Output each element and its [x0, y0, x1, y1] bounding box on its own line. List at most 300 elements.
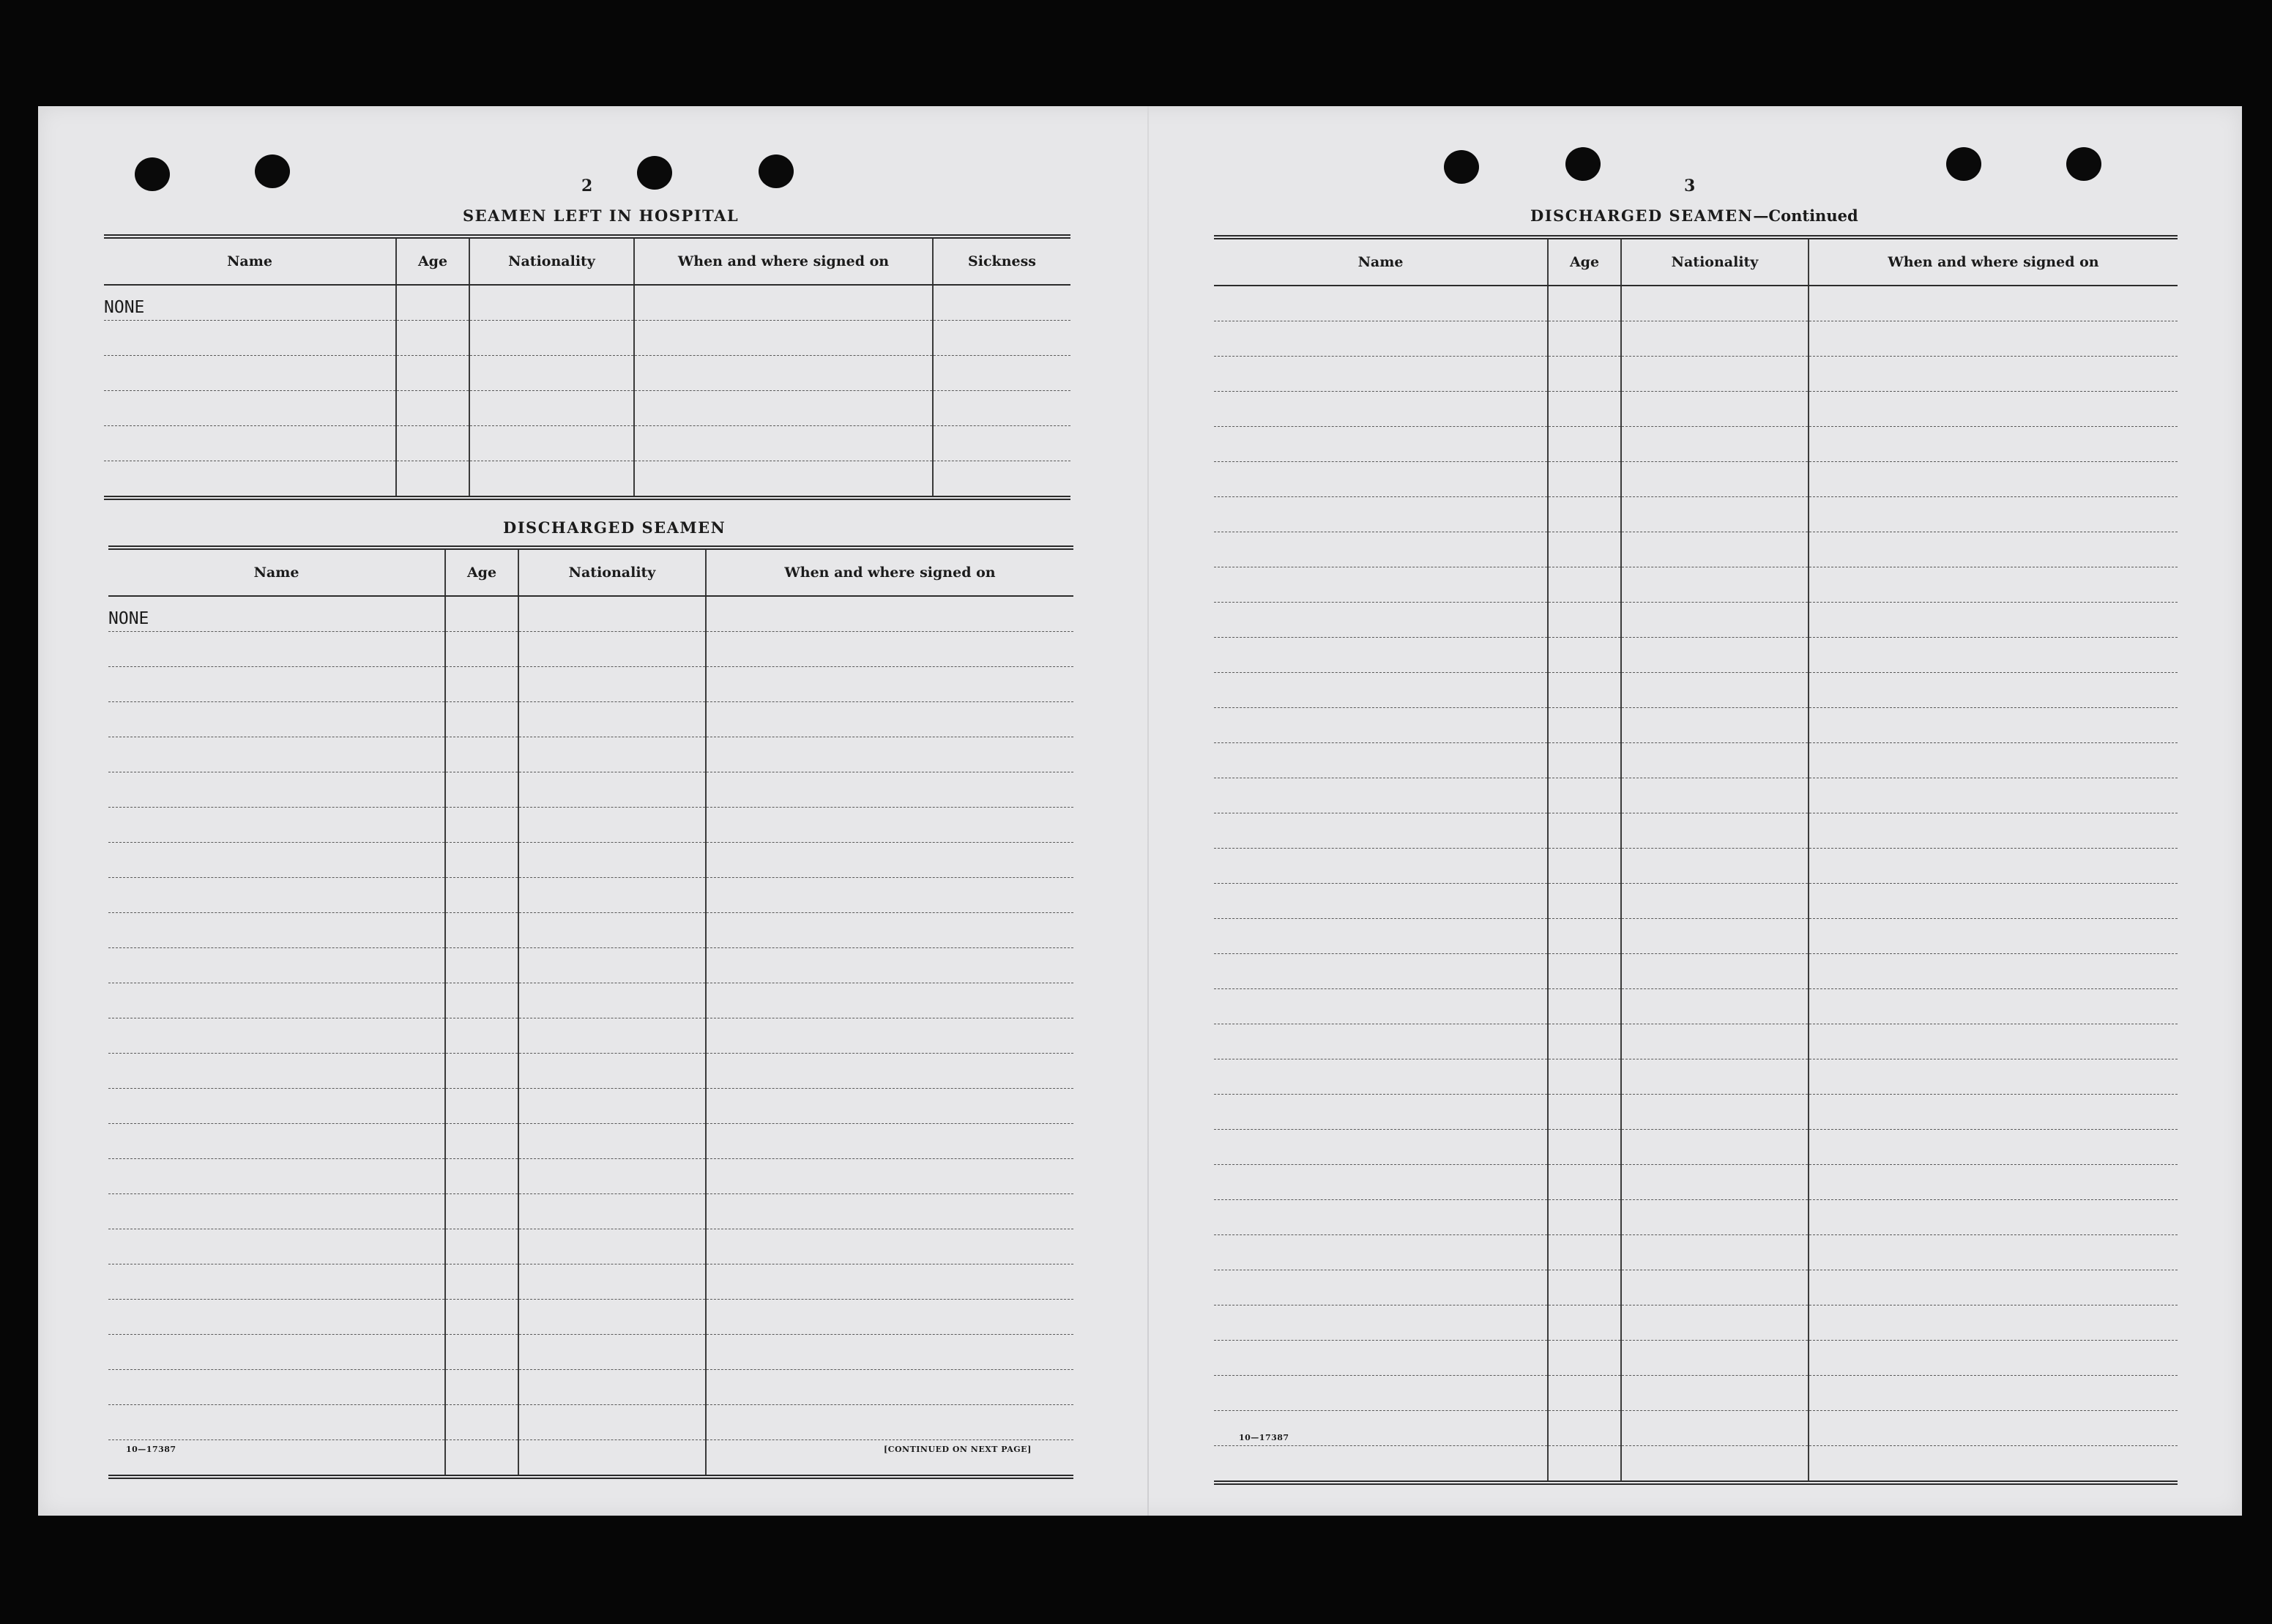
table-cell [1548, 1270, 1621, 1305]
binder-hole [1565, 147, 1601, 181]
discharged-continued-title [1530, 206, 1858, 225]
table-cell [1809, 813, 2178, 849]
table-row [1214, 1165, 2178, 1200]
table-cell [518, 596, 706, 632]
table-cell [445, 632, 518, 667]
table-cell [108, 808, 445, 843]
table-cell [518, 983, 706, 1018]
table-row [108, 1300, 1073, 1335]
table-row [1214, 638, 2178, 673]
table-cell [445, 1335, 518, 1370]
table-cell [518, 1229, 706, 1264]
table-cell [1214, 638, 1548, 673]
table-cell [445, 948, 518, 983]
table-cell [933, 391, 1070, 426]
table-cell [1214, 532, 1548, 567]
table-cell [1214, 321, 1548, 357]
column-header: Age [396, 236, 469, 285]
table-cell [1809, 603, 2178, 638]
table-cell [1809, 884, 2178, 919]
table-cell [396, 285, 469, 321]
table-cell [518, 1300, 706, 1335]
table-cell [518, 1124, 706, 1159]
table-cell [1621, 1376, 1809, 1411]
table-cell [469, 285, 634, 321]
table-cell [1621, 1341, 1809, 1376]
table-row [1214, 1235, 2178, 1270]
table-cell [1548, 743, 1621, 778]
table-cell [1548, 1376, 1621, 1411]
table-cell [1548, 1235, 1621, 1270]
table-cell [108, 1335, 445, 1370]
table-cell [634, 321, 933, 356]
binder-hole [759, 154, 794, 188]
table-cell [1548, 357, 1621, 392]
table-cell [1621, 1200, 1809, 1235]
table-cell [706, 1405, 1073, 1440]
table-cell [1809, 1270, 2178, 1305]
table-cell [445, 1089, 518, 1124]
table-cell [518, 737, 706, 772]
table-row [1214, 778, 2178, 813]
table-cell [1214, 1130, 1548, 1165]
table-cell [1621, 1059, 1809, 1095]
table-cell [1548, 919, 1621, 954]
table-cell [445, 1370, 518, 1405]
table-cell [1621, 1095, 1809, 1130]
table-cell [706, 1124, 1073, 1159]
table-cell [1548, 1024, 1621, 1059]
table-row [1214, 392, 2178, 427]
table-cell [1621, 919, 1809, 954]
table-cell [706, 1018, 1073, 1054]
table-cell [1214, 989, 1548, 1024]
table-cell: NONE [108, 596, 445, 632]
table-row [1214, 813, 2178, 849]
table-cell [1621, 532, 1809, 567]
table-cell [1214, 1270, 1548, 1305]
table-cell [1548, 603, 1621, 638]
column-header: Age [445, 548, 518, 596]
table-cell [634, 461, 933, 499]
table-cell [445, 596, 518, 632]
table-cell [1809, 778, 2178, 813]
table-cell [1809, 357, 2178, 392]
discharged-continued-title-main: DISCHARGED SEAMEN [1530, 206, 1754, 225]
column-header: Nationality [469, 236, 634, 285]
discharged-table-right [1214, 235, 2178, 1485]
table-cell [396, 391, 469, 426]
table-cell [108, 1054, 445, 1089]
discharged-section-title: DISCHARGED SEAMEN [503, 518, 726, 537]
table-cell [469, 356, 634, 391]
table-cell [108, 1159, 445, 1194]
table-cell [445, 702, 518, 737]
table-cell [706, 1054, 1073, 1089]
table-row [104, 426, 1070, 461]
table-row [108, 667, 1073, 702]
form-number-left: 10—17387 [126, 1445, 176, 1454]
table-cell [108, 632, 445, 667]
table-row [1214, 567, 2178, 603]
table-row [1214, 497, 2178, 532]
table-row [1214, 1305, 2178, 1341]
table-cell [104, 321, 396, 356]
table-cell [1809, 286, 2178, 321]
column-header: Name [1214, 237, 1548, 286]
table-row [108, 772, 1073, 808]
table-cell [1621, 1411, 1809, 1446]
table-row [1214, 954, 2178, 989]
table-cell [1809, 427, 2178, 462]
table-cell [1214, 778, 1548, 813]
table-cell [445, 843, 518, 878]
column-header: Name [104, 236, 396, 285]
table-cell [469, 391, 634, 426]
table-cell [518, 1054, 706, 1089]
table-cell [706, 632, 1073, 667]
table-cell [445, 913, 518, 948]
table-cell [706, 667, 1073, 702]
table-cell [445, 878, 518, 913]
table-row [1214, 1341, 2178, 1376]
table-cell [396, 461, 469, 499]
table-cell [1548, 1446, 1621, 1483]
table-row [1214, 849, 2178, 884]
table-row [108, 702, 1073, 737]
table-cell [1214, 919, 1548, 954]
discharged-table-left [108, 545, 1073, 1479]
table-cell [1548, 638, 1621, 673]
table-row [1214, 462, 2178, 497]
table-cell [518, 1405, 706, 1440]
table-cell [1214, 427, 1548, 462]
table-cell [706, 1370, 1073, 1405]
binder-hole [2066, 147, 2101, 181]
table-cell [1809, 919, 2178, 954]
table-cell [445, 983, 518, 1018]
table-cell: NONE [104, 285, 396, 321]
table-cell [1621, 884, 1809, 919]
table-cell [634, 356, 933, 391]
table-cell [1214, 1024, 1548, 1059]
column-header: When and where signed on [634, 236, 933, 285]
table-cell [1214, 462, 1548, 497]
table-cell [1214, 813, 1548, 849]
table-cell [1548, 1341, 1621, 1376]
table-cell [445, 1440, 518, 1478]
table-cell [933, 285, 1070, 321]
table-cell [1214, 1446, 1548, 1483]
table-cell [469, 321, 634, 356]
table-cell [108, 1229, 445, 1264]
table-cell [445, 667, 518, 702]
table-cell [1214, 357, 1548, 392]
table-cell [518, 1194, 706, 1229]
table-cell [445, 1054, 518, 1089]
discharged-continued-suffix: —Continued [1753, 206, 1858, 225]
table-row [108, 948, 1073, 983]
table-cell [1809, 497, 2178, 532]
table-cell [1809, 743, 2178, 778]
table-cell [933, 461, 1070, 499]
table-cell [1548, 673, 1621, 708]
table-cell [706, 1335, 1073, 1370]
table-cell [518, 948, 706, 983]
table-cell [1809, 1235, 2178, 1270]
table-cell [1621, 708, 1809, 743]
table-row [1214, 708, 2178, 743]
table-cell [108, 737, 445, 772]
table-cell [1621, 989, 1809, 1024]
table-cell [104, 356, 396, 391]
table-row [108, 737, 1073, 772]
table-cell [396, 321, 469, 356]
table-cell [706, 772, 1073, 808]
table-cell [108, 1300, 445, 1335]
table-cell [445, 1405, 518, 1440]
table-cell [518, 878, 706, 913]
table-cell [706, 1089, 1073, 1124]
binder-hole [637, 156, 672, 190]
table-cell [1214, 603, 1548, 638]
table-cell [1809, 462, 2178, 497]
table-cell [108, 1264, 445, 1300]
table-cell [1809, 1130, 2178, 1165]
table-row [104, 321, 1070, 356]
table-cell [1809, 1165, 2178, 1200]
table-cell [1548, 813, 1621, 849]
table-cell [1621, 813, 1809, 849]
table-cell [1809, 392, 2178, 427]
table-row [1214, 532, 2178, 567]
table-cell [1621, 1305, 1809, 1341]
table-cell [518, 1089, 706, 1124]
table-cell [1809, 1095, 2178, 1130]
table-cell [469, 426, 634, 461]
table-cell [445, 1229, 518, 1264]
table-row [108, 632, 1073, 667]
table-row [1214, 1200, 2178, 1235]
table-cell [518, 843, 706, 878]
table-row [1214, 673, 2178, 708]
table-cell [634, 391, 933, 426]
table-cell [1809, 1024, 2178, 1059]
table-row [108, 913, 1073, 948]
document-sheet [38, 106, 2242, 1516]
table-row [108, 1229, 1073, 1264]
column-header: Nationality [518, 548, 706, 596]
table-cell [706, 1194, 1073, 1229]
table-cell [634, 285, 933, 321]
table-cell [1548, 989, 1621, 1024]
table-row [1214, 427, 2178, 462]
table-cell [518, 808, 706, 843]
table-row [108, 1264, 1073, 1300]
table-cell [108, 843, 445, 878]
table-cell [1809, 1059, 2178, 1095]
table-cell [706, 1229, 1073, 1264]
table-cell [1809, 708, 2178, 743]
hospital-section-title: SEAMEN LEFT IN HOSPITAL [463, 206, 740, 225]
continued-note: [CONTINUED ON NEXT PAGE] [884, 1445, 1032, 1454]
column-header: Name [108, 548, 445, 596]
table-cell [1548, 1059, 1621, 1095]
table-row [1214, 884, 2178, 919]
table-row [108, 1018, 1073, 1054]
table-cell [1548, 532, 1621, 567]
table-row [1214, 1095, 2178, 1130]
table-cell [1621, 603, 1809, 638]
table-cell [1548, 286, 1621, 321]
table-cell [1809, 1200, 2178, 1235]
table-row [108, 983, 1073, 1018]
table-cell [445, 1194, 518, 1229]
table-cell [1214, 1059, 1548, 1095]
table-cell [1621, 1270, 1809, 1305]
table-cell [1621, 286, 1809, 321]
table-cell [933, 356, 1070, 391]
table-cell [1621, 392, 1809, 427]
table-cell [1621, 427, 1809, 462]
table-cell [108, 983, 445, 1018]
table-row [1214, 989, 2178, 1024]
table-cell [1548, 567, 1621, 603]
table-cell [1621, 462, 1809, 497]
table-row [108, 1124, 1073, 1159]
table-row [108, 808, 1073, 843]
table-cell [1809, 1341, 2178, 1376]
table-cell [1548, 1200, 1621, 1235]
page-number-left: 2 [581, 176, 593, 195]
table-cell [1214, 392, 1548, 427]
table-cell [108, 948, 445, 983]
table-cell [518, 1159, 706, 1194]
table-cell [1214, 497, 1548, 532]
table-cell [1621, 743, 1809, 778]
column-header: When and where signed on [1809, 237, 2178, 286]
table-cell [706, 1264, 1073, 1300]
table-cell [1621, 673, 1809, 708]
table-row [1214, 1130, 2178, 1165]
table-cell [634, 426, 933, 461]
table-row [1214, 743, 2178, 778]
table-cell [1548, 462, 1621, 497]
table-cell [108, 878, 445, 913]
table-cell [1214, 567, 1548, 603]
table-cell [1621, 638, 1809, 673]
page-fold [1147, 106, 1149, 1516]
table-row [1214, 1376, 2178, 1411]
table-cell [1548, 1165, 1621, 1200]
table-cell [1621, 1165, 1809, 1200]
table-cell [1621, 1235, 1809, 1270]
table-cell [706, 878, 1073, 913]
table-row [108, 1159, 1073, 1194]
table-cell [1214, 1165, 1548, 1200]
column-header: When and where signed on [706, 548, 1073, 596]
table-cell [396, 426, 469, 461]
table-cell [445, 1264, 518, 1300]
table-cell [933, 426, 1070, 461]
table-cell [1214, 1235, 1548, 1270]
table-cell [108, 1089, 445, 1124]
table-cell [445, 737, 518, 772]
table-row [1214, 1024, 2178, 1059]
table-row [108, 1054, 1073, 1089]
table-cell [1548, 954, 1621, 989]
table-cell [518, 1018, 706, 1054]
table-row [108, 1089, 1073, 1124]
table-cell [706, 983, 1073, 1018]
table-row [1214, 286, 2178, 321]
table-cell [108, 1018, 445, 1054]
table-cell [1809, 1411, 2178, 1446]
table-cell [1621, 1024, 1809, 1059]
table-cell [445, 1159, 518, 1194]
table-cell [518, 913, 706, 948]
table-cell [1214, 1305, 1548, 1341]
table-cell [518, 1440, 706, 1478]
table-cell [108, 1370, 445, 1405]
table-cell [1214, 1200, 1548, 1235]
table-cell [706, 948, 1073, 983]
table-cell [1548, 1095, 1621, 1130]
table-cell [1809, 1376, 2178, 1411]
table-cell [1548, 1305, 1621, 1341]
table-cell [706, 913, 1073, 948]
table-row [1214, 357, 2178, 392]
table-cell [1548, 1130, 1621, 1165]
table-cell [1214, 708, 1548, 743]
table-cell [1214, 884, 1548, 919]
table-cell [1809, 849, 2178, 884]
table-cell [1548, 392, 1621, 427]
table-cell [1214, 1376, 1548, 1411]
table-cell [1809, 989, 2178, 1024]
table-cell [108, 1124, 445, 1159]
table-row [1214, 603, 2178, 638]
table-cell [933, 321, 1070, 356]
table-cell [1809, 1446, 2178, 1483]
table-row [108, 1405, 1073, 1440]
column-header: Age [1548, 237, 1621, 286]
table-row [108, 1335, 1073, 1370]
table-cell [445, 772, 518, 808]
table-cell [518, 632, 706, 667]
table-cell [108, 913, 445, 948]
table-row [108, 843, 1073, 878]
table-cell [518, 1370, 706, 1405]
table-row [104, 461, 1070, 499]
table-cell [104, 391, 396, 426]
table-cell [1809, 567, 2178, 603]
table-row [108, 1370, 1073, 1405]
table-row [1214, 919, 2178, 954]
table-row [104, 356, 1070, 391]
table-cell [1809, 532, 2178, 567]
table-cell [1621, 778, 1809, 813]
binder-hole [1946, 147, 1981, 181]
table-cell [1548, 497, 1621, 532]
table-row [104, 285, 1070, 321]
table-cell [445, 1018, 518, 1054]
table-cell [1809, 638, 2178, 673]
table-cell [518, 1264, 706, 1300]
table-cell [706, 808, 1073, 843]
table-cell [706, 737, 1073, 772]
column-header: Nationality [1621, 237, 1809, 286]
